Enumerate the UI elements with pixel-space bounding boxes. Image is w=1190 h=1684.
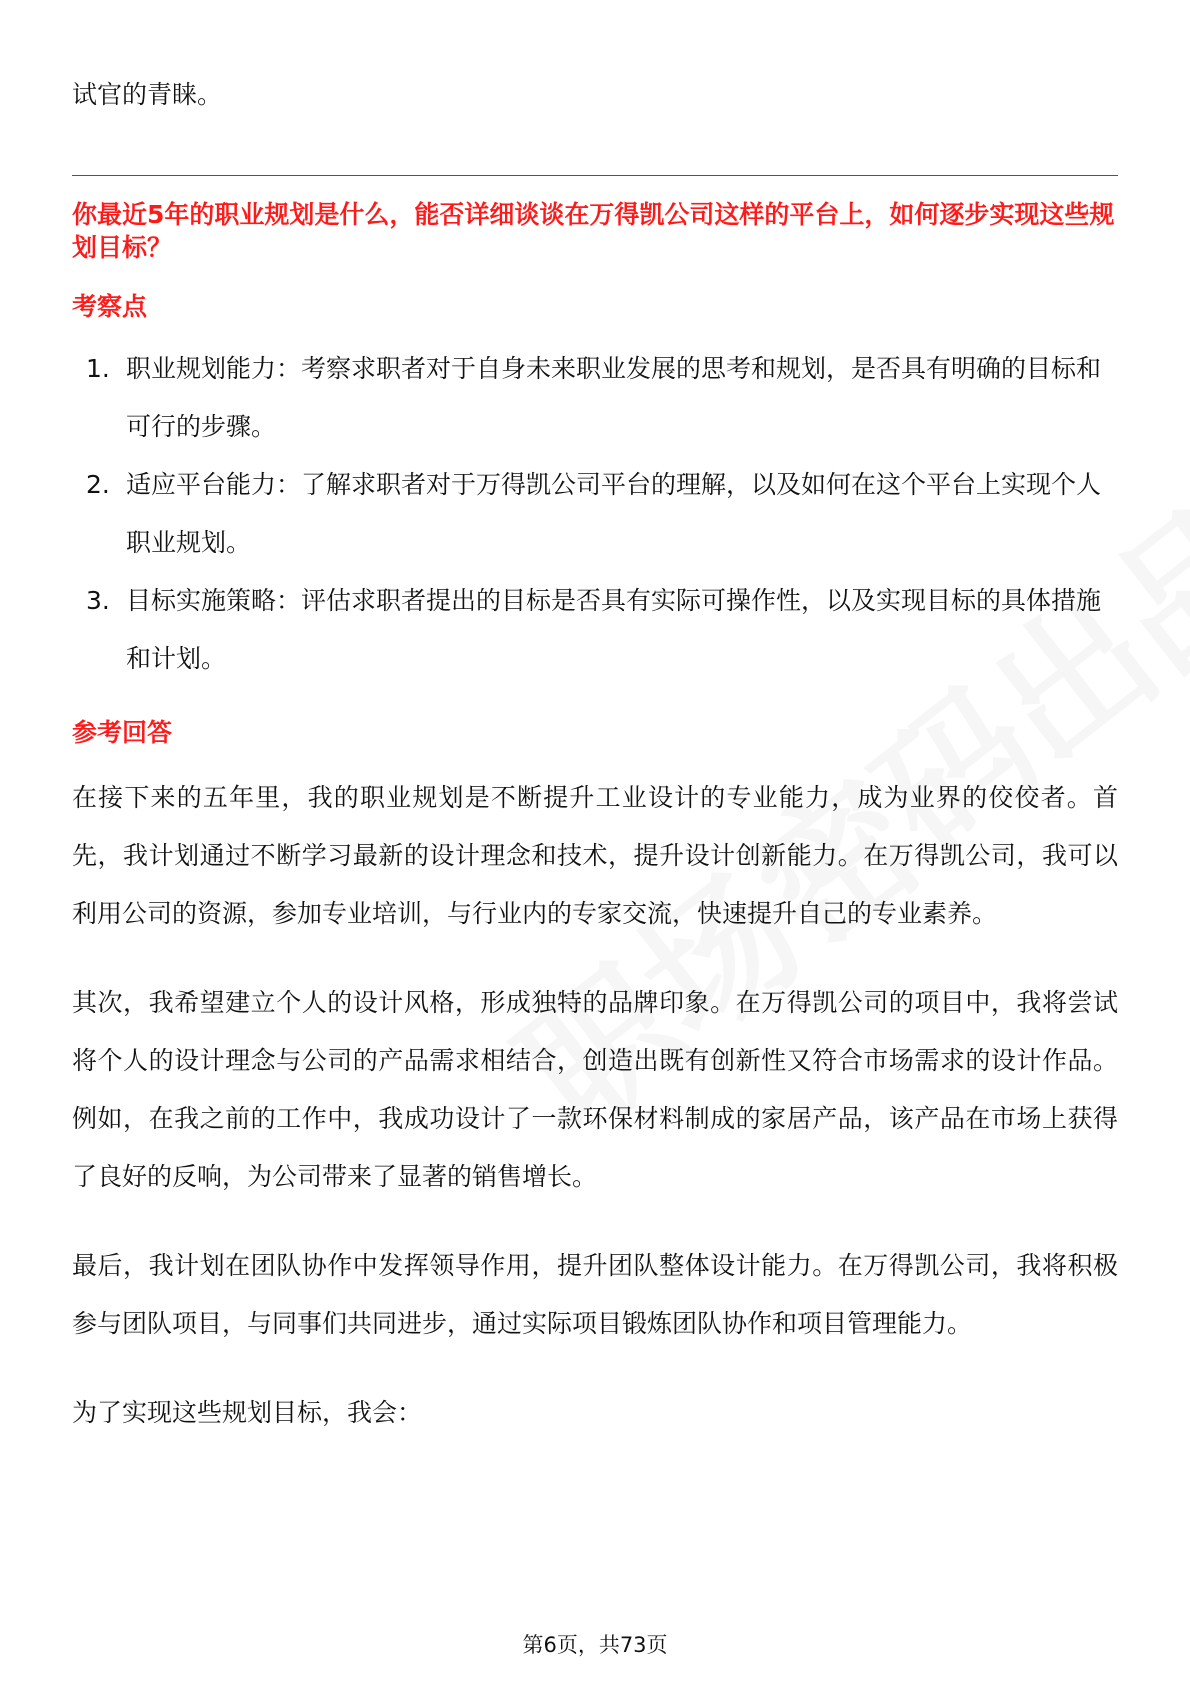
key-point-item	[72, 340, 1118, 456]
key-point-text: 职业规划能力：考察求职者对于自身未来职业发展的思考和规划，是否具有明确的目标和可行的步骤。	[126, 354, 1102, 441]
answer-paragraph: 在接下来的五年里，我的职业规划是不断提升工业设计的专业能力，成为业界的佼佼者。首先，我计划通过不断学习最新的设计理念和技术，提升设计创新能力。在万得凯公司，我可以利用公司的资源，参加专业培训，与行业内的专家交流，快速提升自己的专业素养。	[72, 783, 1118, 928]
key-point-number: 1.	[86, 354, 110, 383]
key-point-item	[72, 572, 1118, 688]
answer-body	[72, 769, 1118, 1442]
answer-title: 参考回答	[72, 718, 173, 747]
answer-paragraph: 为了实现这些规划目标，我会：	[72, 1398, 423, 1427]
carryover-text: 试官的青睐。	[72, 80, 223, 109]
page-content	[72, 66, 1118, 1473]
key-point-text: 适应平台能力：了解求职者对于万得凯公司平台的理解，以及如何在这个平台上实现个人职业规划。	[126, 470, 1102, 557]
answer-paragraph: 最后，我计划在团队协作中发挥领导作用，提升团队整体设计能力。在万得凯公司，我将积极参与团队项目，与同事们共同进步，通过实际项目锻炼团队协作和项目管理能力。	[72, 1251, 1118, 1338]
page-number: 第6页，共73页	[522, 1633, 668, 1657]
key-point-text: 目标实施策略：评估求职者提出的目标是否具有实际可操作性，以及实现目标的具体措施和计划。	[126, 586, 1102, 673]
answer-paragraph: 其次，我希望建立个人的设计风格，形成独特的品牌印象。在万得凯公司的项目中，我将尝试将个人的设计理念与公司的产品需求相结合，创造出既有创新性又符合市场需求的设计作品。例如，在我之前的工作中，我成功设计了一款环保材料制成的家居产品，该产品在市场上获得了良好的反响，为公司带来了显著的销售增长。	[72, 988, 1118, 1191]
question-heading: 你最近5年的职业规划是什么，能否详细谈谈在万得凯公司这样的平台上，如何逐步实现这些规划目标？	[72, 200, 1115, 262]
key-points-list	[72, 340, 1118, 688]
key-points-title: 考察点	[72, 292, 148, 321]
key-point-item	[72, 456, 1118, 572]
section-divider	[72, 175, 1118, 176]
key-point-number: 2.	[86, 470, 110, 499]
key-point-number: 3.	[86, 586, 110, 615]
